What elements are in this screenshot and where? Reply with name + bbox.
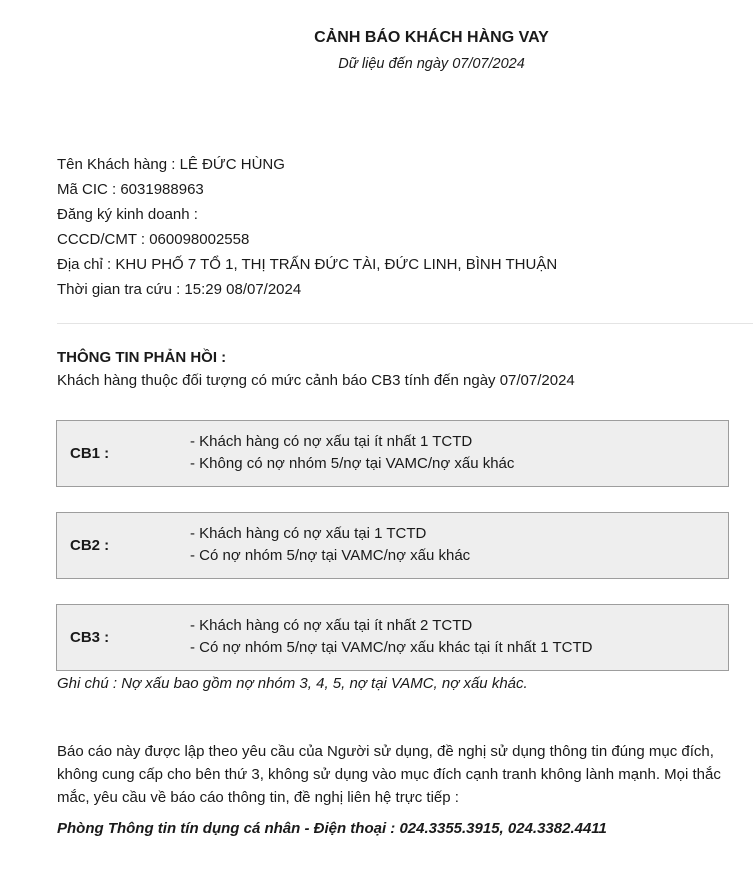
- report-header: [0, 28, 753, 74]
- warning-level-label: CB1 :: [70, 445, 110, 462]
- feedback-summary: Khách hàng thuộc đối tượng có mức cảnh báo CB3 tính đến ngày 07/07/2024: [57, 372, 575, 389]
- warning-level-description: [190, 523, 470, 567]
- warning-level-cb3: [56, 604, 729, 671]
- customer-info: [57, 152, 747, 302]
- usage-disclaimer: Báo cáo này được lập theo yêu cầu của Người sử dụng, đề nghị sử dụng thông tin đúng mục đích, không cung cấp cho bên thứ 3, không sử dụng vào mục đích cạnh tranh không lành mạnh. Mọi thắc mắc, yêu cầu về báo cáo thông tin, đề nghị liên hệ trực tiếp :: [57, 743, 721, 806]
- warning-level-label: CB3 :: [70, 629, 110, 646]
- report-title: CẢNH BÁO KHÁCH HÀNG VAY: [314, 29, 549, 46]
- customer-business-registration: Đăng ký kinh doanh :: [57, 206, 198, 223]
- warning-level-description: [190, 615, 592, 659]
- warning-level-cb1: [56, 420, 729, 487]
- warning-level-criterion: - Có nợ nhóm 5/nợ tại VAMC/nợ xấu khác tại ít nhất 1 TCTD: [190, 639, 593, 656]
- customer-address: Địa chỉ : KHU PHỐ 7 TỔ 1, THỊ TRẤN ĐỨC TÀI, ĐỨC LINH, BÌNH THUẬN: [57, 256, 558, 273]
- warning-level-criterion: - Không có nợ nhóm 5/nợ tại VAMC/nợ xấu khác: [190, 455, 515, 472]
- feedback-section: [57, 347, 747, 393]
- bad-debt-note: Ghi chú : Nợ xấu bao gồm nợ nhóm 3, 4, 5, nợ tại VAMC, nợ xấu khác.: [57, 675, 528, 692]
- section-divider: [57, 323, 753, 324]
- feedback-heading: THÔNG TIN PHẢN HỒI :: [57, 349, 227, 366]
- warning-level-criterion: - Khách hàng có nợ xấu tại ít nhất 2 TCTD: [190, 617, 473, 634]
- contact-info: Phòng Thông tin tín dụng cá nhân - Điện thoại : 024.3355.3915, 024.3382.4411: [57, 820, 607, 837]
- warning-level-criterion: - Khách hàng có nợ xấu tại ít nhất 1 TCTD: [190, 433, 473, 450]
- report-date-subtitle: Dữ liệu đến ngày 07/07/2024: [338, 56, 525, 72]
- warning-level-cb2: [56, 512, 729, 579]
- warning-level-label: CB2 :: [70, 537, 110, 554]
- customer-cic: Mã CIC : 6031988963: [57, 181, 204, 198]
- customer-lookup-time: Thời gian tra cứu : 15:29 08/07/2024: [57, 281, 302, 298]
- customer-name: Tên Khách hàng : LÊ ĐỨC HÙNG: [57, 156, 285, 173]
- warning-level-criterion: - Có nợ nhóm 5/nợ tại VAMC/nợ xấu khác: [190, 547, 471, 564]
- warning-level-criterion: - Khách hàng có nợ xấu tại 1 TCTD: [190, 525, 427, 542]
- warning-level-description: [190, 431, 514, 475]
- customer-id-card: CCCD/CMT : 060098002558: [57, 231, 250, 248]
